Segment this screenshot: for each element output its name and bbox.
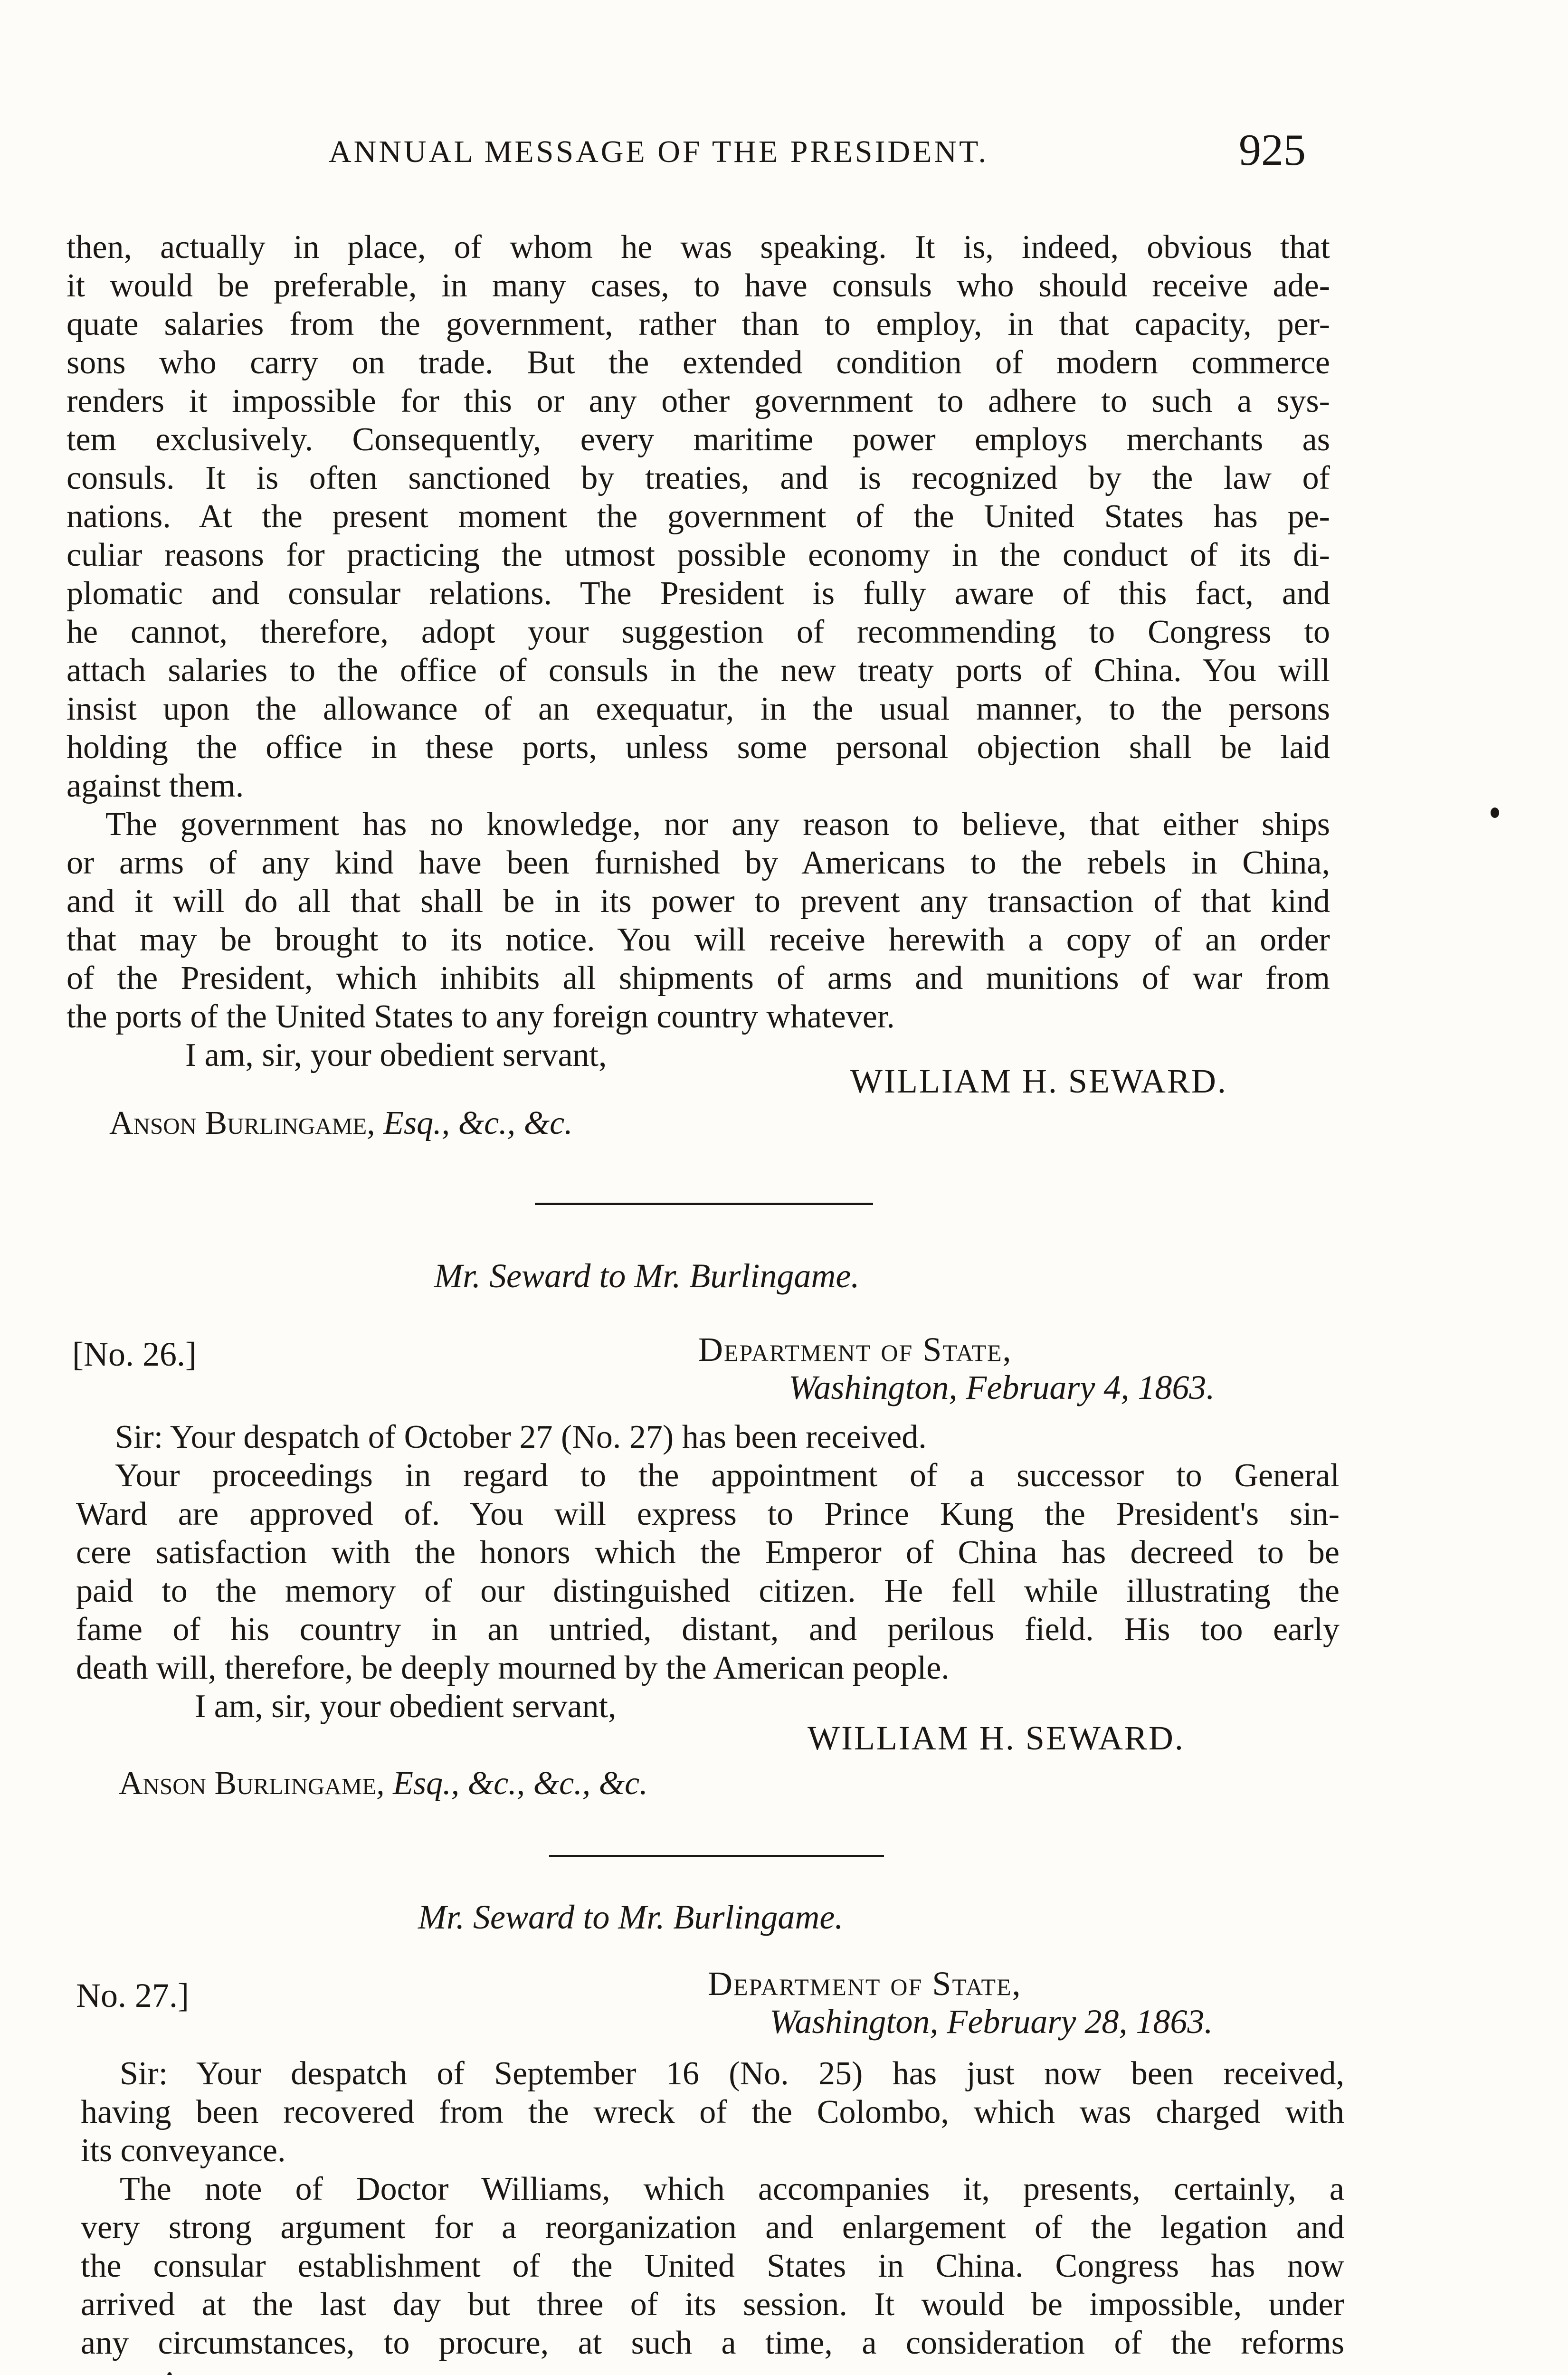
- letter3-line: Sir: Your despatch of September 16 (No. 25) has just now been received,: [120, 2055, 1344, 2092]
- letter1-line: renders it impossible for this or any other government to adhere to such a sys-: [67, 383, 1330, 419]
- letter1-body: [67, 228, 1330, 1074]
- letter1-line: The government has no knowledge, nor any reason to believe, that either ships: [105, 806, 1330, 843]
- letter3-body: [81, 2054, 1344, 2362]
- running-header-title: ANNUAL MESSAGE OF THE PRESIDENT.: [329, 134, 988, 169]
- letter2-heading: Mr. Seward to Mr. Burlingame.: [434, 1257, 860, 1295]
- ink-speck: [1491, 808, 1499, 818]
- letter2-addressee-name: Anson Burlingame: [119, 1765, 377, 1802]
- letter1-closing: I am, sir, your obedient servant,: [185, 1037, 607, 1074]
- letter1-line: insist upon the allowance of an exequatur, in the usual manner, to the persons: [67, 691, 1330, 727]
- letter1-line: quate salaries from the government, rather than to employ, in that capacity, per-: [67, 306, 1330, 342]
- letter1-line: that may be brought to its notice. You will receive herewith a copy of an order: [67, 922, 1330, 958]
- letter3-line: its conveyance.: [81, 2132, 286, 2169]
- ink-speck: [167, 2372, 172, 2375]
- letter1-line: then, actually in place, of whom he was speaking. It is, indeed, obvious that: [67, 229, 1330, 266]
- letter2-line: Sir: Your despatch of October 27 (No. 27) has been received.: [115, 1419, 927, 1455]
- letter2-line: fame of his country in an untried, distant, and perilous field. His too early: [76, 1611, 1340, 1648]
- letter1-line: against them.: [67, 768, 244, 804]
- letter2-dateline-text: Washington, February 4, 1863.: [789, 1368, 1215, 1406]
- letter1-addressee-suffix: , Esq., &c., &c.: [367, 1105, 573, 1141]
- letter2-line: cere satisfaction with the honors which the Emperor of China has decreed to be: [76, 1534, 1340, 1571]
- letter3-number: No. 27.]: [76, 1976, 189, 2014]
- letter2-body: [76, 1418, 1340, 1726]
- letter3-line: any circumstances, to procure, at such a time, a consideration of the reforms: [81, 2325, 1344, 2361]
- letter3-dateline-text: Washington, February 28, 1863.: [770, 2003, 1213, 2041]
- letter2-line: paid to the memory of our distinguished citizen. He fell while illustrating the: [76, 1573, 1340, 1609]
- letter2-department: Department of State,: [698, 1330, 1012, 1368]
- page-number: 925: [1239, 125, 1306, 175]
- letter1-addressee: [109, 1104, 573, 1142]
- letter3-line: arrived at the last day but three of its session. It would be impossible, under: [81, 2286, 1344, 2323]
- letter1-line: attach salaries to the office of consuls in the new treaty ports of China. You will: [67, 652, 1330, 689]
- letter1-line: nations. At the present moment the government of the United States has pe-: [67, 498, 1330, 535]
- letter1-line: holding the office in these ports, unless some personal objection shall be laid: [67, 729, 1330, 766]
- letter2-addressee-suffix: , Esq., &c., &c., &c.: [376, 1765, 648, 1802]
- letter2-dateline: [789, 1368, 1215, 1407]
- letter1-line: and it will do all that shall be in its power to prevent any transaction of that kind: [67, 883, 1330, 920]
- letter1-line: or arms of any kind have been furnished by Americans to the rebels in China,: [67, 845, 1330, 881]
- letter2-number: [No. 26.]: [72, 1335, 197, 1373]
- letter1-line: of the President, which inhibits all shipments of arms and munitions of war from: [67, 960, 1330, 997]
- letter2-signature: WILLIAM H. SEWARD.: [808, 1719, 1185, 1757]
- letter3-line: very strong argument for a reorganization and enlargement of the legation and: [81, 2209, 1344, 2246]
- letter3-dateline: [770, 2002, 1213, 2042]
- letter3-line: having been recovered from the wreck of the Colombo, which was charged with: [81, 2094, 1344, 2130]
- letter3-department: Department of State,: [708, 1965, 1022, 2003]
- letter2-line: death will, therefore, be deeply mourned by the American people.: [76, 1650, 950, 1686]
- letter3-heading: Mr. Seward to Mr. Burlingame.: [418, 1898, 844, 1936]
- letter1-line: tem exclusively. Consequently, every maritime power employs merchants as: [67, 421, 1330, 458]
- letter1-line: culiar reasons for practicing the utmost possible economy in the conduct of its di-: [67, 537, 1330, 573]
- letter1-line: it would be preferable, in many cases, to have consuls who should receive ade-: [67, 267, 1330, 304]
- section-divider: [549, 1855, 884, 1857]
- letter1-signature: WILLIAM H. SEWARD.: [850, 1062, 1227, 1100]
- letter1-line: the ports of the United States to any foreign country whatever.: [67, 998, 895, 1035]
- letter3-line: the consular establishment of the United States in China. Congress has now: [81, 2248, 1344, 2284]
- letter3-line: The note of Doctor Williams, which accompanies it, presents, certainly, a: [120, 2171, 1344, 2207]
- letter2-line: Ward are approved of. You will express to Prince Kung the President's sin-: [76, 1496, 1340, 1532]
- letter1-line: he cannot, therefore, adopt your suggestion of recommending to Congress to: [67, 614, 1330, 650]
- letter2-closing: I am, sir, your obedient servant,: [195, 1688, 617, 1725]
- letter2-line: Your proceedings in regard to the appointment of a successor to General: [115, 1457, 1340, 1494]
- section-divider: [535, 1203, 873, 1205]
- letter1-line: sons who carry on trade. But the extended condition of modern commerce: [67, 344, 1330, 381]
- letter2-addressee: [119, 1765, 648, 1803]
- letter1-line: consuls. It is often sanctioned by treaties, and is recognized by the law of: [67, 460, 1330, 496]
- letter1-addressee-name: Anson Burlingame: [109, 1105, 367, 1141]
- letter1-line: plomatic and consular relations. The President is fully aware of this fact, and: [67, 575, 1330, 612]
